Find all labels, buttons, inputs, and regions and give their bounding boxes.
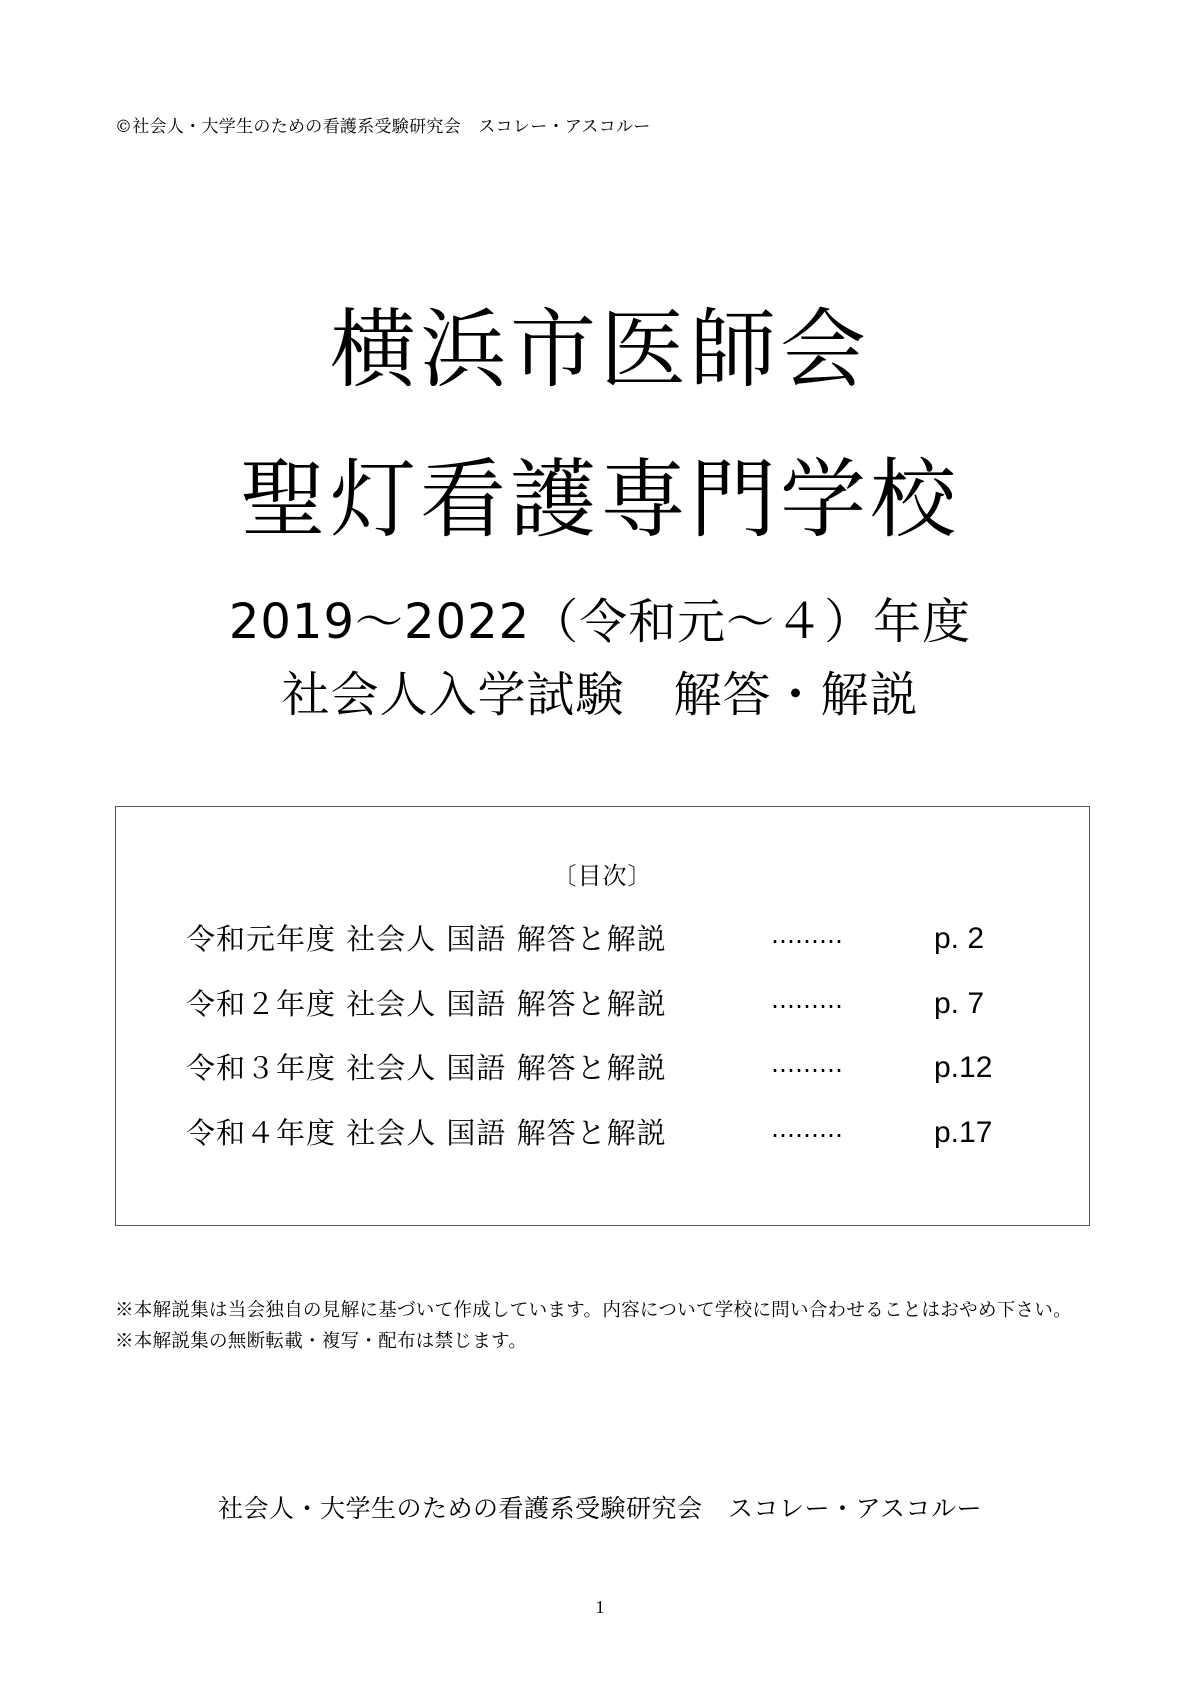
title-line-1: 横浜市医師会: [330, 300, 870, 400]
note-disclaimer: ※本解説集は当会独自の見解に基づいて作成しています。内容について学校に問い合わせることはおやめ下さい。: [115, 1300, 1072, 1321]
toc-item[interactable]: [116, 919, 1089, 959]
toc-item[interactable]: [116, 1048, 1089, 1088]
toc-item-leader: ………: [771, 921, 843, 949]
toc-item-page: p. 7: [934, 987, 985, 1020]
toc-item-label: 令和２年度 社会人 国語 解答と解説: [186, 987, 667, 1021]
toc-item-label: 令和元年度 社会人 国語 解答と解説: [186, 922, 667, 956]
notes-section: [115, 1295, 1090, 1357]
toc-item-leader: ………: [771, 1050, 843, 1078]
note-copyright: ※本解説集の無断転載・複写・配布は禁じます。: [115, 1331, 528, 1352]
toc-item[interactable]: [116, 1113, 1089, 1153]
title-line-2: 聖灯看護専門学校: [240, 450, 960, 550]
toc-item-page: p. 2: [934, 922, 985, 955]
toc-item-page: p.12: [934, 1051, 993, 1084]
toc-heading: 〔目次〕: [552, 862, 653, 890]
toc-item-leader: ………: [771, 986, 843, 1014]
toc-item-leader: ………: [771, 1115, 843, 1143]
toc-item-label: 令和４年度 社会人 国語 解答と解説: [186, 1116, 667, 1150]
table-of-contents: [115, 806, 1090, 1226]
subtitle-exam: 社会人入学試験 解答・解説: [281, 667, 919, 723]
subtitle-years: 2019～2022（令和元～４）年度: [228, 594, 972, 650]
toc-item[interactable]: [116, 984, 1089, 1024]
footer-organization: 社会人・大学生のための看護系受験研究会 スコレー・アスコルー: [217, 1494, 982, 1523]
page-number: 1: [595, 1597, 605, 1617]
copyright-header: ©社会人・大学生のための看護系受験研究会 スコレー・アスコルー: [115, 117, 651, 137]
toc-item-label: 令和３年度 社会人 国語 解答と解説: [186, 1051, 667, 1085]
toc-item-page: p.17: [934, 1116, 993, 1149]
